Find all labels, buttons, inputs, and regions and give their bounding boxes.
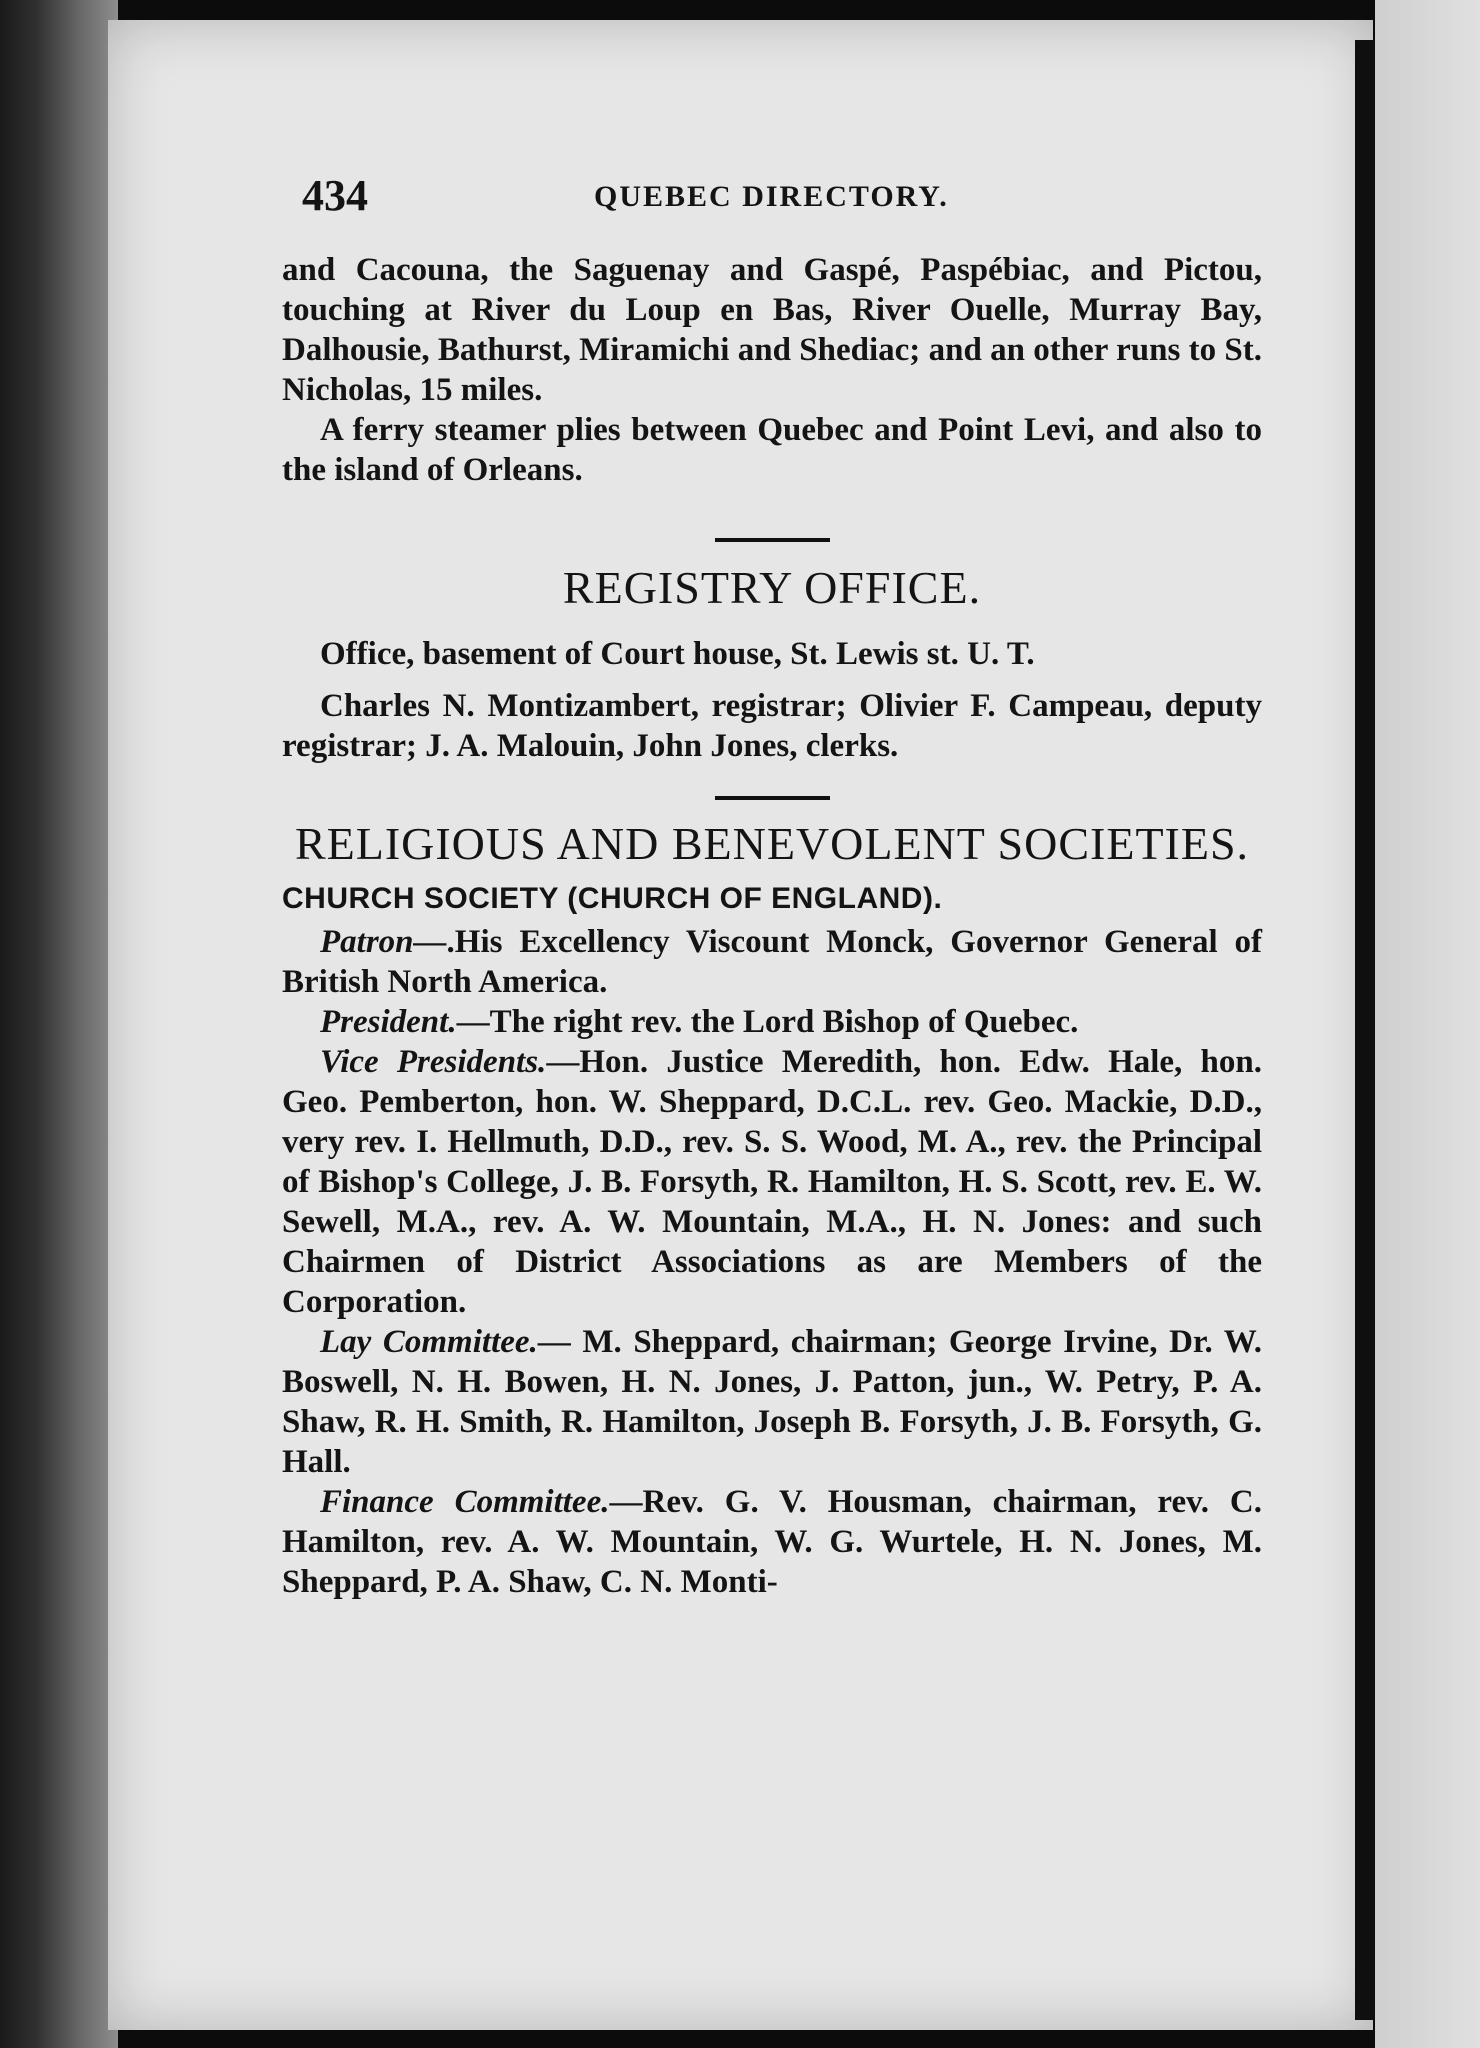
- registry-office-line: Office, basement of Court house, St. Lewis st. U. T.: [320, 636, 1035, 672]
- societies-heading: RELIGIOUS AND BENEVOLENT SOCIETIES.: [294, 818, 1250, 869]
- lay-committee-text: — M. Sheppard, chairman; George Irvine, Dr. W. Boswell, N. H. Bowen, H. N. Jones, J. Patton, jun., W. Petry, P. A. Shaw, R. H. Smith, R. Hamilton, Joseph B. Forsyth, J. B. Forsyth, G. Hall.: [282, 1324, 1262, 1480]
- patron-text: .His Excellency Viscount Monck, Governor General of British North America.: [282, 924, 1262, 1000]
- page-number: 434: [302, 171, 368, 220]
- lay-committee-label: Lay Committee.: [320, 1324, 538, 1360]
- book-gutter: [1355, 40, 1375, 2020]
- registry-staff: Charles N. Montizambert, registrar; Olivier F. Campeau, deputy registrar; J. A. Malouin, John Jones, clerks.: [282, 688, 1262, 764]
- patron-entry: [282, 922, 1262, 1002]
- lay-committee-entry: [282, 1322, 1262, 1482]
- president-text: —The right rev. the Lord Bishop of Quebec.: [456, 1004, 1079, 1040]
- section-divider: [715, 538, 830, 542]
- book-edge: [0, 0, 118, 2048]
- running-header: [282, 170, 1262, 232]
- intro-paragraph: and Cacouna, the Saguenay and Gaspé, Paspébiac, and Pictou, touching at River du Loup en Bas, River Ouelle, Murray Bay, Dalhousie, Bathurst, Miramichi and Shediac; and an other runs to St. Nicholas, 15 miles.: [282, 252, 1262, 408]
- finance-committee-entry: [282, 1482, 1262, 1602]
- section-divider: [715, 796, 830, 800]
- page-content: [282, 170, 1262, 1602]
- finance-committee-label: Finance Committee.: [320, 1484, 610, 1520]
- vice-presidents-text: —Hon. Justice Meredith, hon. Edw. Hale, hon. Geo. Pemberton, hon. W. Sheppard, D.C.L. rev. Geo. Mackie, D.D., very rev. I. Hellmuth, D.D., rev. S. S. Wood, M. A., rev. the Principal of Bishop's College, J. B. Forsyth, R. Hamilton, H. S. Scott, rev. E. W. Sewell, M.A., rev. A. W. Mountain, M.A., H. N. Jones: and such Chairmen of District Associations as are Members of the Corporation.: [282, 1044, 1262, 1320]
- church-society-heading: CHURCH SOCIETY (CHURCH OF ENGLAND).: [282, 882, 943, 915]
- patron-label: Patron—: [320, 924, 447, 960]
- registry-heading: REGISTRY OFFICE.: [562, 562, 982, 613]
- facing-page-edge: [1375, 0, 1480, 2048]
- finance-committee-text: —Rev. G. V. Housman, chairman, rev. C. Hamilton, rev. A. W. Mountain, W. G. Wurtele, H. N. Jones, M. Sheppard, P. A. Shaw, C. N. Monti-: [282, 1484, 1262, 1600]
- president-entry: [282, 1002, 1262, 1042]
- vice-presidents-entry: [282, 1042, 1262, 1322]
- ferry-paragraph: A ferry steamer plies between Quebec and Point Levi, and also to the island of Orleans.: [282, 412, 1262, 488]
- vice-presidents-label: Vice Presidents.: [320, 1044, 547, 1080]
- header-title: QUEBEC DIRECTORY.: [594, 180, 949, 213]
- president-label: President.: [320, 1004, 457, 1040]
